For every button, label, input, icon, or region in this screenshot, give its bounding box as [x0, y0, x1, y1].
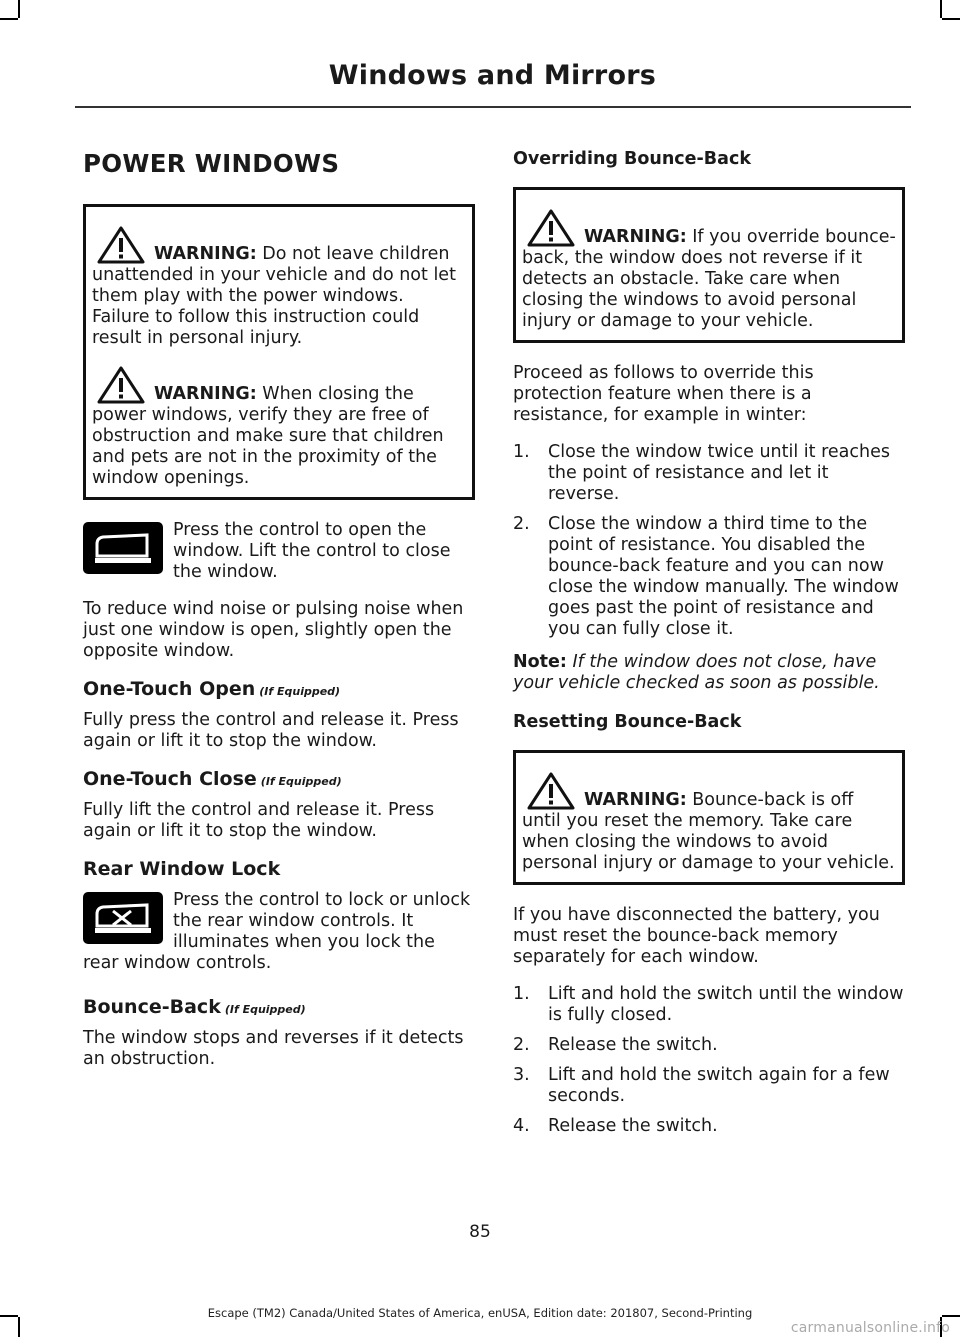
- warning-label: WARNING:: [584, 790, 687, 810]
- body-text: Press the control to open the window. Lift the control to close the window.: [173, 520, 451, 582]
- header-divider: [75, 106, 911, 108]
- body-text: The window stops and reverses if it detects an obstruction.: [83, 1028, 464, 1069]
- list-item: 1. Lift and hold the switch until the window is fully closed.: [513, 984, 904, 1025]
- list-item: 2. Release the switch.: [513, 1035, 718, 1055]
- warning-label: WARNING:: [584, 227, 687, 247]
- list-item: 2. Close the window a third time to the point of resistance. You disabled the bounce-back feature and you can now close the window manually. The window goes past the point of resistance and you can fully close it.: [513, 514, 899, 639]
- crop-mark: [940, 0, 942, 18]
- subheading: One-Touch Open (If Equipped): [83, 678, 341, 700]
- watermark: carmanualsonline.info: [790, 1320, 950, 1336]
- warning-item: [92, 365, 466, 489]
- subheading: Overriding Bounce-Back: [513, 149, 751, 169]
- warning-text: Do not leave children unattended in your vehicle and do not let them play with the power windows. Failure to follow this instruction could result in personal injury.: [92, 244, 456, 348]
- list-item: 4. Release the switch.: [513, 1116, 718, 1136]
- reset-steps: [513, 984, 905, 1137]
- crop-mark: [0, 18, 18, 20]
- rear-lock-paragraph: [83, 890, 475, 974]
- list-item: 1. Close the window twice until it reaches the point of resistance and let it reverse.: [513, 442, 890, 504]
- warning-item: [522, 208, 896, 332]
- section-title: POWER WINDOWS: [83, 149, 340, 178]
- subheading: Rear Window Lock: [83, 858, 281, 880]
- warning-box: [513, 750, 905, 885]
- rear-window-lock-icon: [83, 892, 163, 944]
- left-column: [83, 140, 475, 1086]
- warning-text: When closing the power windows, verify they are free of obstruction and make sure that children and pets are not in the proximity of the window openings.: [92, 384, 444, 488]
- chapter-title: Windows and Mirrors: [328, 60, 656, 91]
- list-item: 3. Lift and hold the switch again for a few seconds.: [513, 1065, 890, 1106]
- warning-triangle-icon: [526, 208, 576, 248]
- crop-mark: [942, 18, 960, 20]
- body-text: Press the control to lock or unlock the rear window controls. It illuminates when you lock the rear window controls.: [83, 890, 471, 973]
- window-control-icon: [83, 522, 163, 574]
- subheading: One-Touch Close (If Equipped): [83, 768, 342, 790]
- warning-text: Bounce-back is off until you reset the memory. Take care when closing the windows to avoid personal injury or damage to your vehicle.: [522, 790, 895, 873]
- page-number: 85: [469, 1222, 491, 1242]
- warning-label: WARNING:: [154, 244, 257, 264]
- warning-text: If you override bounce-back, the window does not reverse if it detects an obstacle. Take care when closing the windows to avoid personal injury or damage to your vehicle.: [522, 227, 896, 331]
- note: Note: If the window does not close, have your vehicle checked as soon as possible.: [513, 652, 880, 693]
- warning-label: WARNING:: [154, 384, 257, 404]
- crop-mark: [18, 0, 20, 18]
- window-control-paragraph: [83, 520, 475, 583]
- body-text: To reduce wind noise or pulsing noise when just one window is open, slightly open the opposite window.: [83, 599, 464, 661]
- crop-mark: [18, 1317, 20, 1337]
- body-text: Proceed as follows to override this protection feature when there is a resistance, for example in winter:: [513, 363, 814, 425]
- warning-item: [522, 771, 896, 874]
- body-text: Fully press the control and release it. Press again or lift it to stop the window.: [83, 710, 459, 751]
- footer-edition: Escape (TM2) Canada/United States of America, enUSA, Edition date: 201807, Second-Printing: [207, 1306, 753, 1320]
- warning-triangle-icon: [526, 771, 576, 811]
- warning-triangle-icon: [96, 365, 146, 405]
- warning-box: [83, 204, 475, 500]
- warning-triangle-icon: [96, 225, 146, 265]
- body-text: If you have disconnected the battery, you must reset the bounce-back memory separately for each window.: [513, 905, 880, 967]
- warning-box: [513, 187, 905, 343]
- warning-item: [92, 225, 466, 349]
- right-column: [513, 140, 905, 1149]
- subheading: Bounce-Back (If Equipped): [83, 996, 306, 1018]
- override-steps: [513, 442, 905, 640]
- subheading: Resetting Bounce-Back: [513, 712, 742, 732]
- body-text: Fully lift the control and release it. Press again or lift it to stop the window.: [83, 800, 435, 841]
